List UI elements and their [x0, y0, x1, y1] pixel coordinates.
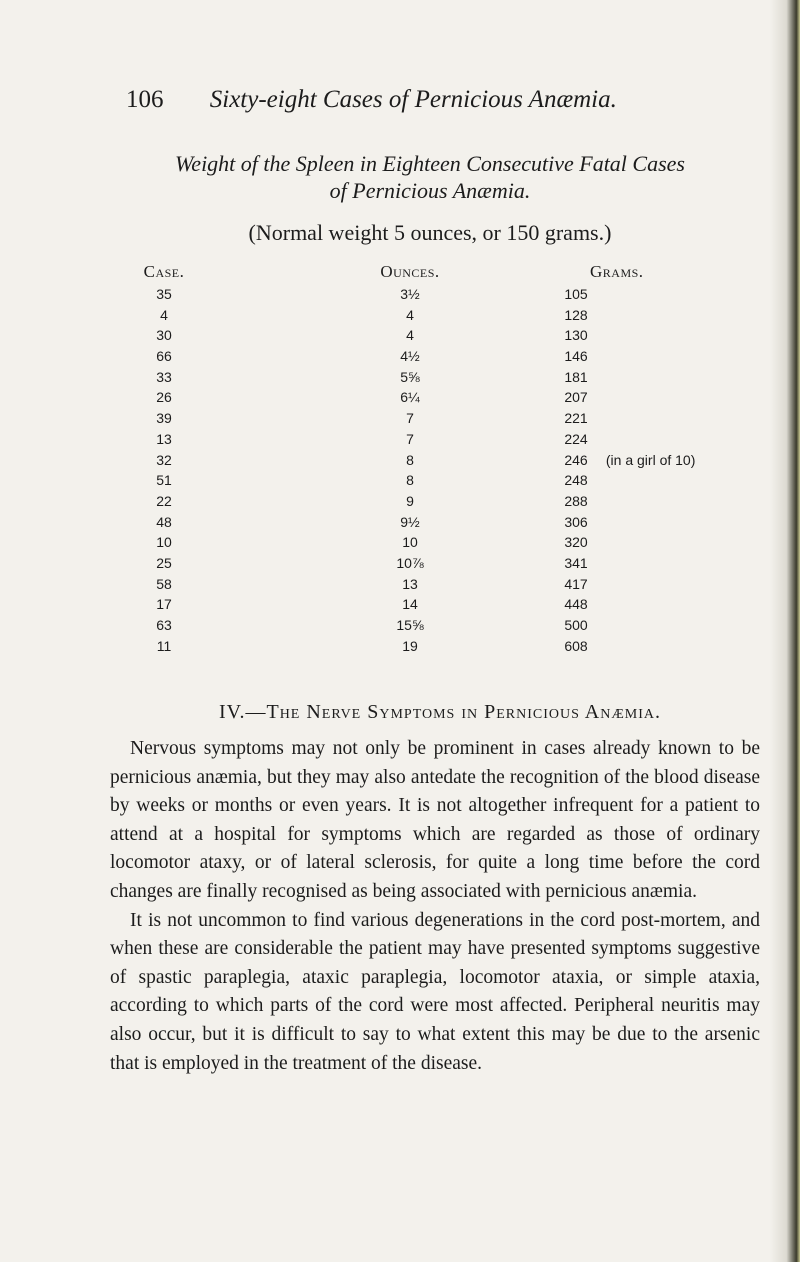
grams-value: 500	[564, 617, 588, 633]
table-row	[0, 514, 800, 535]
grams-cell	[550, 555, 602, 571]
case-cell: 26	[156, 389, 172, 406]
case-cell: 11	[156, 637, 172, 654]
grams-cell	[550, 286, 602, 302]
table-row	[0, 307, 800, 328]
grams-value: 146	[564, 348, 588, 365]
case-cell: 51	[156, 472, 172, 489]
grams-value: 105	[564, 286, 588, 302]
column-header-grams: Grams.	[590, 262, 644, 281]
grams-value: 417	[564, 575, 588, 592]
table-row	[0, 555, 800, 576]
table-row	[0, 638, 800, 659]
ounces-cell: 7	[406, 410, 414, 427]
table-row	[0, 472, 800, 493]
grams-value: 608	[564, 637, 588, 654]
case-cell: 32	[156, 451, 172, 468]
case-cell: 66	[156, 348, 172, 365]
table-row	[0, 534, 800, 555]
ounces-cell: 9	[406, 492, 414, 509]
case-cell: 13	[156, 430, 172, 447]
case-cell: 17	[156, 596, 172, 613]
grams-cell	[550, 493, 602, 509]
running-title: Sixty-eight Cases of Pernicious Anæmia.	[209, 86, 617, 113]
table-row	[0, 431, 800, 452]
spleen-weight-table	[0, 262, 800, 658]
table-row	[0, 596, 800, 617]
ounces-cell: 14	[402, 596, 418, 613]
grams-value: 207	[564, 389, 588, 406]
case-cell: 39	[156, 410, 172, 427]
grams-cell	[550, 617, 602, 633]
body-text	[110, 735, 760, 1078]
grams-value: 320	[564, 534, 588, 551]
table-body	[0, 286, 800, 658]
ounces-cell: 9½	[400, 513, 420, 530]
table-row	[0, 617, 800, 638]
case-cell: 33	[156, 368, 172, 385]
grams-cell	[550, 534, 602, 550]
running-head	[126, 86, 617, 114]
ounces-cell: 5⅝	[400, 368, 420, 385]
ounces-cell: 4½	[400, 348, 420, 365]
case-cell: 30	[156, 327, 172, 344]
grams-cell	[550, 307, 602, 323]
table-title-line-1: Weight of the Spleen in Eighteen Consecutive Fatal Cases	[175, 151, 685, 176]
grams-value: 246	[564, 451, 588, 468]
table-title	[110, 150, 750, 204]
paragraph-1: Nervous symptoms may not only be prominent in cases already known to be pernicious anæmia, but they may also antedate the recognition of the blood disease by weeks or months or even years. It is not altogether infrequent for a patient to attend at a hospital for symptoms which are regarded as those of ordinary locomotor ataxy, or of lateral sclerosis, for quite a long time before the cord changes are finally recognised as being associated with pernicious anæmia.	[110, 738, 760, 902]
grams-cell	[550, 327, 602, 343]
ounces-cell: 7	[406, 430, 414, 447]
column-header-ounces: Ounces.	[380, 262, 440, 281]
table-header-row	[0, 262, 800, 286]
grams-cell	[550, 348, 602, 364]
case-cell: 25	[156, 554, 172, 571]
ounces-cell: 8	[406, 472, 414, 489]
table-title-line-2: of Pernicious Anæmia.	[329, 178, 531, 203]
section-heading: IV.—The Nerve Symptoms in Pernicious Anæmia.	[218, 701, 662, 723]
table-row	[0, 452, 800, 473]
ounces-cell: 13	[402, 575, 418, 592]
table-row	[0, 327, 800, 348]
case-cell: 35	[156, 286, 172, 302]
table-note: (Normal weight 5 ounces, or 150 grams.)	[248, 220, 612, 245]
grams-value: 248	[564, 472, 588, 489]
grams-cell	[550, 410, 602, 426]
grams-value: 224	[564, 430, 588, 447]
ounces-cell: 4	[406, 306, 414, 323]
table-row	[0, 576, 800, 597]
case-cell: 10	[156, 534, 172, 551]
table-row	[0, 493, 800, 514]
paragraph-2: It is not uncommon to find various degenerations in the cord post-mortem, and when these are considerable the patient may have presented symptoms suggestive of spastic paraplegia, ataxic paraplegia, locomotor ataxia, or simple ataxia, according to which parts of the cord were most affected. Peripheral neuritis may also occur, but it is difficult to say to what extent this may be due to the arsenic that is employed in the treatment of the disease.	[110, 909, 760, 1074]
ounces-cell: 15⅝	[396, 617, 424, 633]
table-row	[0, 348, 800, 369]
grams-cell	[550, 638, 602, 654]
ounces-cell: 3½	[400, 286, 420, 302]
grams-cell	[550, 452, 695, 468]
table-row	[0, 389, 800, 410]
grams-cell	[550, 389, 602, 405]
column-header-case: Case.	[143, 262, 185, 281]
ounces-cell: 10	[402, 534, 418, 551]
grams-cell	[550, 472, 602, 488]
grams-value: 181	[564, 368, 588, 385]
case-cell: 63	[156, 617, 172, 633]
ounces-cell: 10⅞	[396, 554, 424, 571]
ounces-cell: 4	[406, 327, 414, 344]
case-cell: 58	[156, 575, 172, 592]
page-number: 106	[126, 86, 164, 113]
ounces-cell: 19	[402, 637, 418, 654]
ounces-cell: 6¼	[400, 389, 420, 406]
grams-value: 341	[564, 554, 588, 571]
grams-cell	[550, 369, 602, 385]
grams-cell	[550, 431, 602, 447]
case-cell: 22	[156, 492, 172, 509]
grams-value: 221	[564, 410, 588, 427]
table-row	[0, 410, 800, 431]
table-row	[0, 369, 800, 390]
table-row	[0, 286, 800, 307]
case-cell: 48	[156, 513, 172, 530]
grams-value: 288	[564, 492, 588, 509]
grams-value: 130	[564, 327, 588, 344]
grams-value: 448	[564, 596, 588, 613]
grams-note: (in a girl of 10)	[605, 451, 696, 468]
grams-cell	[550, 514, 602, 530]
grams-cell	[550, 576, 602, 592]
ounces-cell: 8	[406, 451, 414, 468]
grams-value: 128	[564, 306, 588, 323]
grams-cell	[550, 596, 602, 612]
case-cell: 4	[160, 306, 168, 323]
grams-value: 306	[564, 513, 588, 530]
